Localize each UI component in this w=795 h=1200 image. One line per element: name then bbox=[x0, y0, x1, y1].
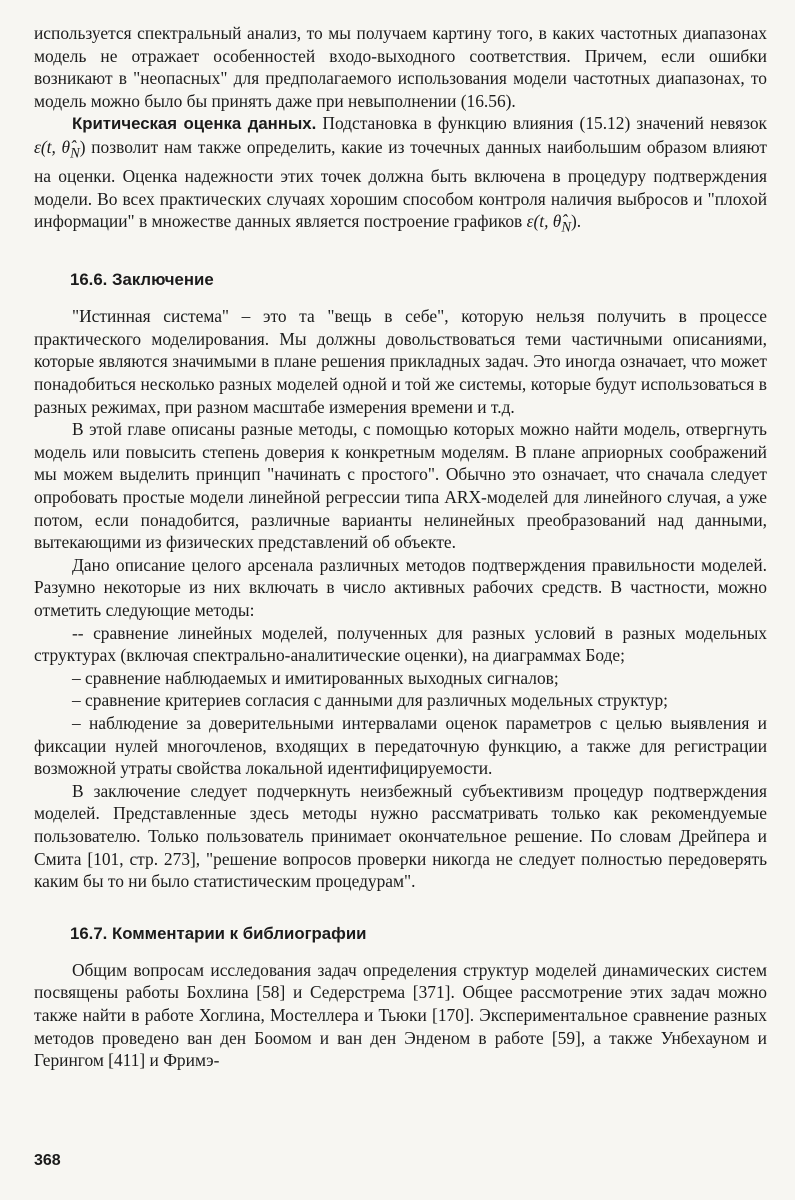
paragraph-bibliography: Общим вопросам исследования задач определения структур моделей динамических систем посвящены работы Бохлина [58] и Седерстрема [371]. Общее рассмотрение этих задач можно также найти в работе Хоглина, Мостеллера и Тьюки [170]. Экспериментальное сравнение разных методов проведено ван ден Боомом и ван ден Энденом в работе [59], а также Унбехауном и Герингом [411] и Фримэ- bbox=[34, 959, 767, 1071]
text-segment: ) позволит нам также определить, какие из точечных данных наибольшим образом влияют на оценки. Оценка надежности этих точек должна быть включена в процедуру подтверждения модели. Во всех практических случаях хорошим способом контроля наличия выбросов и "плохой информации" в множестве данных является построение графиков bbox=[34, 136, 767, 232]
page-number: 368 bbox=[34, 1152, 61, 1169]
list-item: – наблюдение за доверительными интервалами оценок параметров с целью выявления и фиксации нулей многочленов, входящих в передаточную функцию, а также для регистрации возможной утраты свойства локальной идентифицируемости. bbox=[34, 712, 767, 779]
list-item: – сравнение критериев согласия с данными для различных модельных структур; bbox=[72, 690, 669, 711]
formula-subscript: N bbox=[561, 219, 572, 236]
list-item: -- сравнение линейных моделей, полученных для разных условий в разных модельных структурах (включая спектрально-аналитические оценки), на диаграммах Боде; bbox=[34, 622, 767, 666]
paragraph-spectral-analysis: используется спектральный анализ, то мы получаем картину того, в каких частотных диапазонах модель не отражает особенностей входо-выходного соответствия. Причем, если ошибки возникают в "неопасных" для предполагаемого использования модели частотных диапазонах, то модель можно было бы принять даже при невыполнении (16.56). bbox=[34, 23, 767, 111]
text-segment: ). bbox=[571, 211, 582, 232]
paragraph-subjectivism: В заключение следует подчеркнуть неизбежный субъективизм процедур подтверждения моделей. Представленные здесь методы нужно рассматривать только как рекомендуемые пользователю. Только пользователь принимает окончательное решение. По словам Дрейпера и Смита [101, стр. 273], "решение вопросов проверки никогда не следует полностью передоверять каким бы то ни было статистическим процедурам". bbox=[34, 780, 767, 892]
list-item: – сравнение наблюдаемых и имитированных выходных сигналов; bbox=[72, 667, 559, 688]
paragraph-true-system: "Истинная система" – это та "вещь в себе", которую нельзя получить в процессе практического моделирования. Мы должны довольствоваться теми частичными описаниями, которые являются значимыми в плане решения прикладных задач. Это иногда означает, что может понадобиться несколько разных моделей одной и той же системы, которые будут использоваться в разных режимах, при разном масштабе измерения времени и т.д. bbox=[34, 306, 767, 417]
paragraph-methods-overview: В этой главе описаны разные методы, с помощью которых можно найти модель, отвергнуть модель или повысить степень доверия к конкретным моделям. В плане априорных соображений мы можем выделить принцип "начинать с простого". Обычно это означает, что сначала следует опробовать простые модели линейной регрессии типа ARX-моделей для линейного случая, а уже потом, если понадобится, различные варианты нелинейных преобразований над данными, вытекающими из физических представлений об объекте. bbox=[34, 419, 767, 553]
paragraph-validation-arsenal: Дано описание целого арсенала различных методов подтверждения правильности моделей. Разумно некоторые из них включать в число активных рабочих средств. В частности, можно отметить следующие методы: bbox=[34, 554, 767, 620]
paragraph-critical-data-assessment bbox=[34, 112, 767, 239]
formula-body: ε(t, θ̂ bbox=[526, 211, 562, 232]
formula-residual bbox=[34, 136, 80, 162]
formula-subscript: N bbox=[70, 145, 80, 162]
section-heading-bibliography: 16.7. Комментарии к библиографии bbox=[70, 923, 367, 943]
formula-residual-plot bbox=[526, 211, 572, 236]
text-segment: Подстановка в функцию влияния (15.12) значений невязок bbox=[316, 113, 767, 134]
section-heading-conclusion: 16.6. Заключение bbox=[70, 270, 214, 290]
formula-body: ε(t, θ̂ bbox=[34, 136, 71, 157]
run-in-heading: Критическая оценка данных. bbox=[72, 114, 317, 134]
